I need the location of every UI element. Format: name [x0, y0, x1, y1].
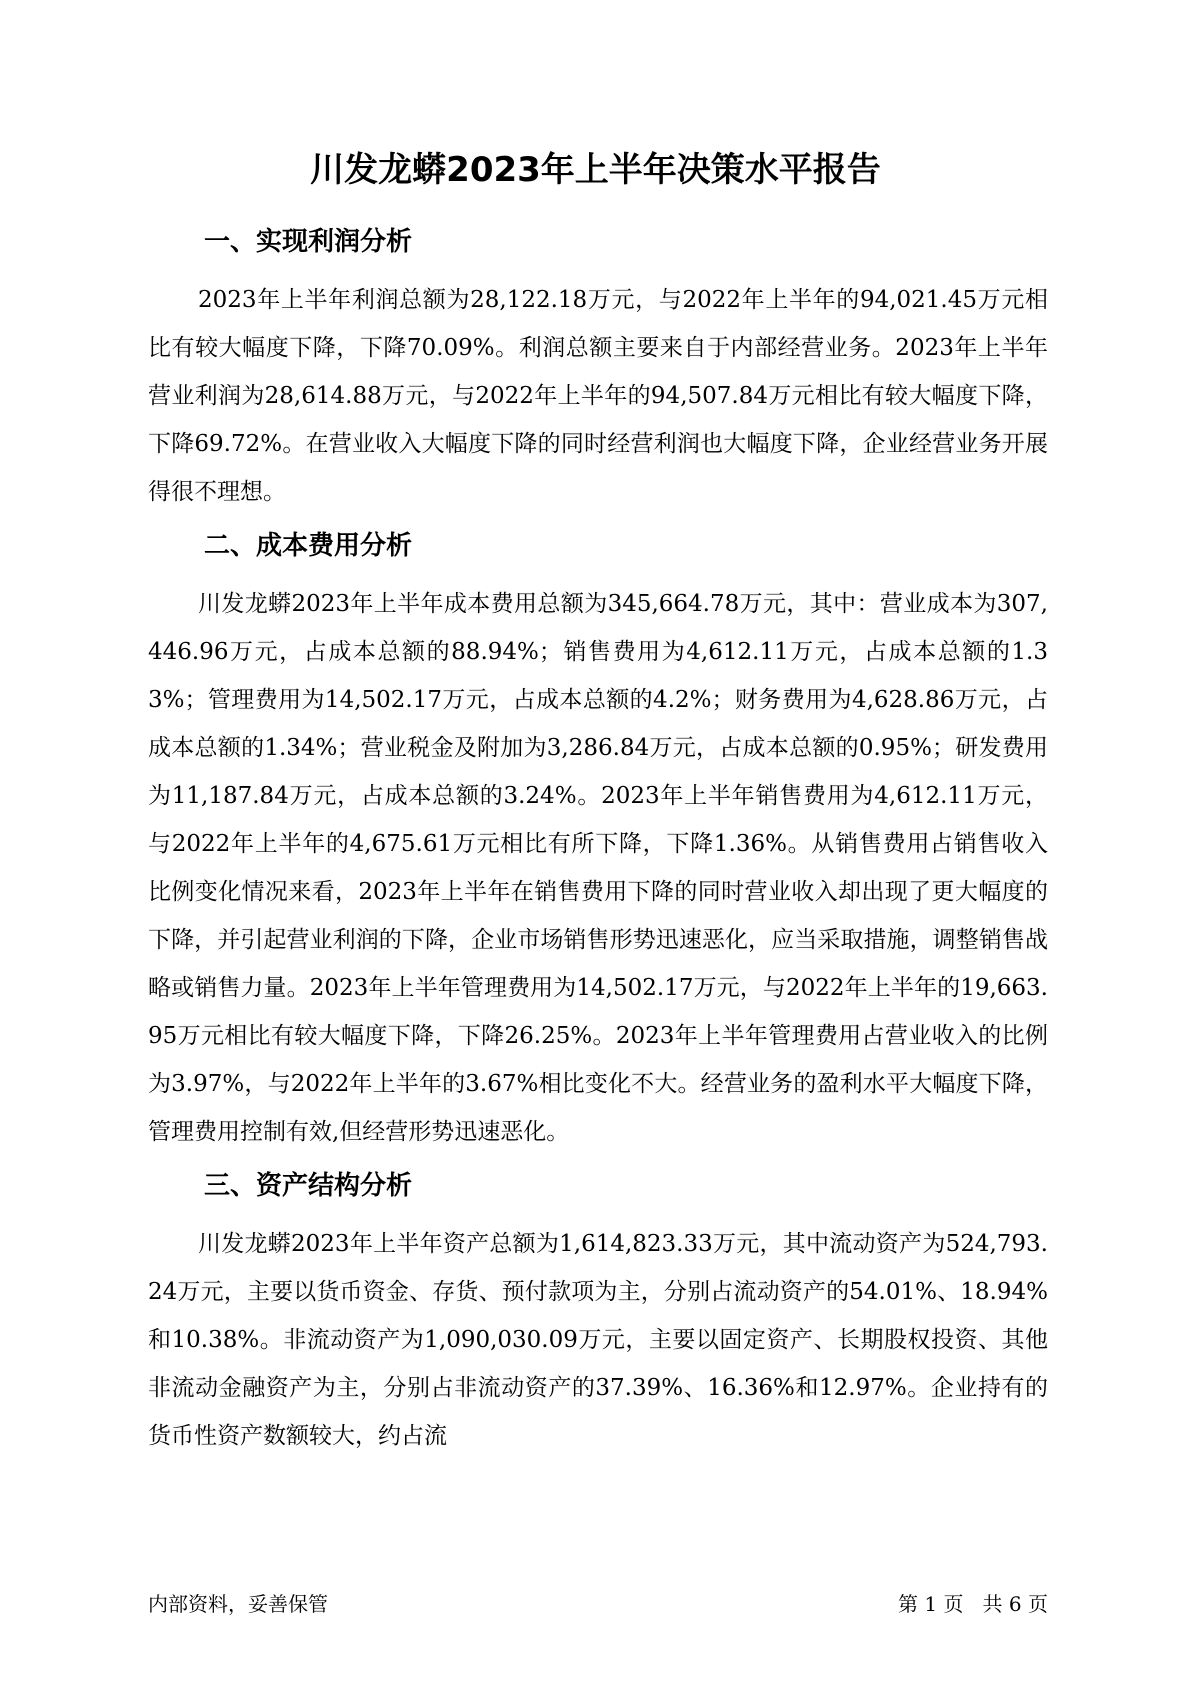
section-cost [148, 526, 1048, 1156]
section-profit [148, 222, 1048, 516]
section-assets [148, 1166, 1048, 1460]
section-paragraph: 川发龙蟒2023年上半年成本费用总额为345,664.78万元，其中：营业成本为307,446.96万元，占成本总额的88.94%；销售费用为4,612.11万元，占成本总额的1.33%；管理费用为14,502.17万元，占成本总额的4.2%；财务费用为4,628.86万元，占成本总额的1.34%；营业税金及附加为3,286.84万元，占成本总额的0.95%；研发费用为11,187.84万元，占成本总额的3.24%。2023年上半年销售费用为4,612.11万元，与2022年上半年的4,675.61万元相比有所下降，下降1.36%。从销售费用占销售收入比例变化情况来看，2023年上半年在销售费用下降的同时营业收入却出现了更大幅度的下降，并引起营业利润的下降，企业市场销售形势迅速恶化，应当采取措施，调整销售战略或销售力量。2023年上半年管理费用为14,502.17万元，与2022年上半年的19,663.95万元相比有较大幅度下降，下降26.25%。2023年上半年管理费用占营业收入的比例为3.97%，与2022年上半年的3.67%相比变化不大。经营业务的盈利水平大幅度下降，管理费用控制有效,但经营形势迅速恶化。 [148, 591, 1048, 1145]
confidential-note: 内部资料，妥善保管 [148, 1592, 328, 1616]
section-paragraph: 2023年上半年利润总额为28,122.18万元，与2022年上半年的94,021.45万元相比有较大幅度下降，下降70.09%。利润总额主要来自于内部经营业务。2023年上半年营业利润为28,614.88万元，与2022年上半年的94,507.84万元相比有较大幅度下降，下降69.72%。在营业收入大幅度下降的同时经营利润也大幅度下降，企业经营业务开展得很不理想。 [148, 287, 1048, 505]
page-number: 第 1 页 共 6 页 [898, 1592, 1048, 1616]
page-title: 川发龙蟒2023年上半年决策水平报告 [310, 150, 881, 190]
section-heading: 二、成本费用分析 [204, 531, 413, 561]
document-body [148, 222, 1048, 1470]
section-heading: 一、实现利润分析 [204, 227, 413, 257]
section-paragraph: 川发龙蟒2023年上半年资产总额为1,614,823.33万元，其中流动资产为524,793.24万元，主要以货币资金、存货、预付款项为主，分别占流动资产的54.01%、18.94%和10.38%。非流动资产为1,090,030.09万元，主要以固定资产、长期股权投资、其他非流动金融资产为主，分别占非流动资产的37.39%、16.36%和12.97%。企业持有的货币性资产数额较大，约占流 [148, 1231, 1048, 1449]
section-heading: 三、资产结构分析 [204, 1171, 413, 1201]
